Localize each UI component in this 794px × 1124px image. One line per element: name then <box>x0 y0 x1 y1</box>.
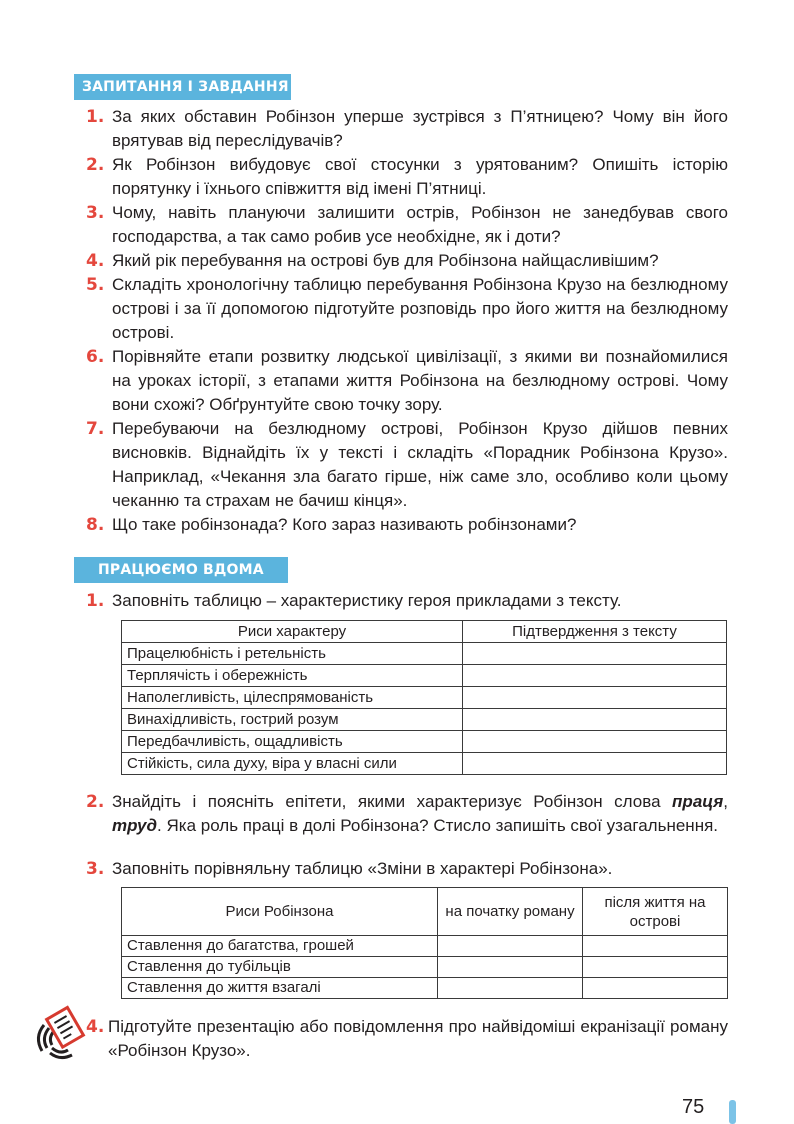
list-item <box>86 153 728 201</box>
item-text: За яких обставин Робінзон уперше зустрівся з П’ятницею? Чому він його врятував від переслідувачів? <box>112 107 728 150</box>
item-text: Порівняйте етапи розвитку людської цивілізації, з якими ви познайомилися на уроках історії, з етапами життя Робінзона на безлюдному острові. Чому вони схожі? Обґрунтуйте свою точку зору. <box>112 347 728 414</box>
empty-cell <box>438 936 583 957</box>
item-number: 4. <box>86 251 105 271</box>
item-text: Що таке робінзонада? Кого зараз називають робінзонами? <box>112 515 577 534</box>
list-item <box>86 105 728 153</box>
list-item <box>86 249 728 273</box>
homework-item-3 <box>86 857 728 881</box>
column-header: після життя на острові <box>583 888 728 936</box>
table-row <box>122 936 728 957</box>
section-title-homework: ПРАЦЮЄМО ВДОМА <box>74 557 288 583</box>
item-number: 3. <box>86 859 105 879</box>
homework-item-4 <box>86 1015 728 1063</box>
item-number: 4. <box>86 1017 105 1037</box>
table-cell: Винахідливість, гострий розум <box>122 709 463 731</box>
homework-item-1 <box>86 589 728 613</box>
column-header: на початку роману <box>438 888 583 936</box>
item-number: 1. <box>86 107 105 127</box>
empty-cell <box>463 753 727 775</box>
emphasized-word: праця <box>672 792 724 811</box>
text-fragment: . Яка роль праці в долі Робінзона? Стисло запишіть свої узагальнення. <box>157 816 719 835</box>
empty-cell <box>463 687 727 709</box>
item-text: Підготуйте презентацію або повідомлення про найвідоміші екранізації роману «Робінзон Крузо». <box>108 1017 728 1060</box>
item-text: Як Робінзон вибудовує свої стосунки з урятованим? Опишіть історію порятунку і їхнього співжиття від імені П’ятниці. <box>112 155 728 198</box>
item-number: 8. <box>86 515 105 535</box>
table-row <box>122 978 728 999</box>
column-header: Риси Робінзона <box>122 888 438 936</box>
item-text: Складіть хронологічну таблицю перебування Робінзона Крузо на безлюдному острові і за її допомогою підготуйте розповідь про його життя на безлюдному острові. <box>112 275 728 342</box>
table-row <box>122 957 728 978</box>
table-cell: Терплячість і обережність <box>122 665 463 687</box>
text-fragment: Знайдіть і поясніть епітети, якими характеризує Робінзон слова <box>112 792 673 811</box>
item-text: Заповніть порівняльну таблицю «Зміни в характері Робінзона». <box>112 859 613 878</box>
table-cell: Ставлення до життя взагалі <box>122 978 438 999</box>
item-text <box>112 790 728 838</box>
item-number: 2. <box>86 155 105 175</box>
table-cell: Стійкість, сила духу, віра у власні сили <box>122 753 463 775</box>
table-row <box>122 687 727 709</box>
text-fragment: , <box>723 792 728 811</box>
empty-cell <box>438 978 583 999</box>
list-item <box>86 273 728 345</box>
empty-cell <box>463 731 727 753</box>
table-row <box>122 731 727 753</box>
section-title-questions: ЗАПИТАННЯ І ЗАВДАННЯ <box>74 74 291 100</box>
list-item <box>86 345 728 417</box>
page-number: 75 <box>682 1096 705 1118</box>
item-text: Заповніть таблицю – характеристику героя прикладами з тексту. <box>112 591 622 610</box>
questions-list <box>86 105 728 537</box>
empty-cell <box>463 709 727 731</box>
empty-cell <box>583 978 728 999</box>
table-header-row <box>122 888 728 936</box>
empty-cell <box>463 665 727 687</box>
table-row <box>122 665 727 687</box>
empty-cell <box>583 957 728 978</box>
character-changes-table <box>121 887 728 999</box>
list-item <box>86 417 728 513</box>
emphasized-word: труд <box>112 816 158 835</box>
item-number: 5. <box>86 275 105 295</box>
table-header-row <box>122 621 727 643</box>
table-row <box>122 753 727 775</box>
table-cell: Ставлення до багатства, грошей <box>122 936 438 957</box>
item-text: Який рік перебування на острові був для Робінзона найщасливішим? <box>112 251 659 270</box>
character-traits-table <box>121 620 727 775</box>
list-item <box>86 790 728 838</box>
empty-cell <box>463 643 727 665</box>
table-row <box>122 643 727 665</box>
item-text: Перебуваючи на безлюдному острові, Робінзон Крузо дійшов певних висновків. Віднайдіть їх у тексті і складіть «Порадник Робінзона Крузо». Наприклад, «Чекання зла багато гірше, ніж саме зло, особливо коли цьому чеканню та страхам не бачиш кінця». <box>112 419 728 510</box>
item-text: Чому, навіть плануючи залишити острів, Робінзон не занедбував свого господарства, а так само робив усе необхідне, як і доти? <box>112 203 728 246</box>
item-number: 6. <box>86 347 105 367</box>
list-item <box>86 201 728 249</box>
empty-cell <box>583 936 728 957</box>
empty-cell <box>438 957 583 978</box>
homework-item-2 <box>86 790 728 838</box>
item-number: 3. <box>86 203 105 223</box>
document-icon <box>30 1003 86 1063</box>
list-item <box>86 513 728 537</box>
table-cell: Ставлення до тубільців <box>122 957 438 978</box>
column-header: Риси характеру <box>122 621 463 643</box>
column-header: Підтвердження з тексту <box>463 621 727 643</box>
paper-sheet-icon <box>47 1007 84 1047</box>
item-number: 7. <box>86 419 105 439</box>
list-item <box>86 589 728 613</box>
item-number: 2. <box>86 792 105 812</box>
table-cell: Наполегливість, цілеспрямованість <box>122 687 463 709</box>
item-number: 1. <box>86 591 105 611</box>
page-marker-bar <box>729 1100 736 1124</box>
table-cell: Передбачливість, ощадливість <box>122 731 463 753</box>
table-row <box>122 709 727 731</box>
table-cell: Працелюбність і ретельність <box>122 643 463 665</box>
list-item <box>86 857 728 881</box>
list-item <box>86 1015 728 1063</box>
